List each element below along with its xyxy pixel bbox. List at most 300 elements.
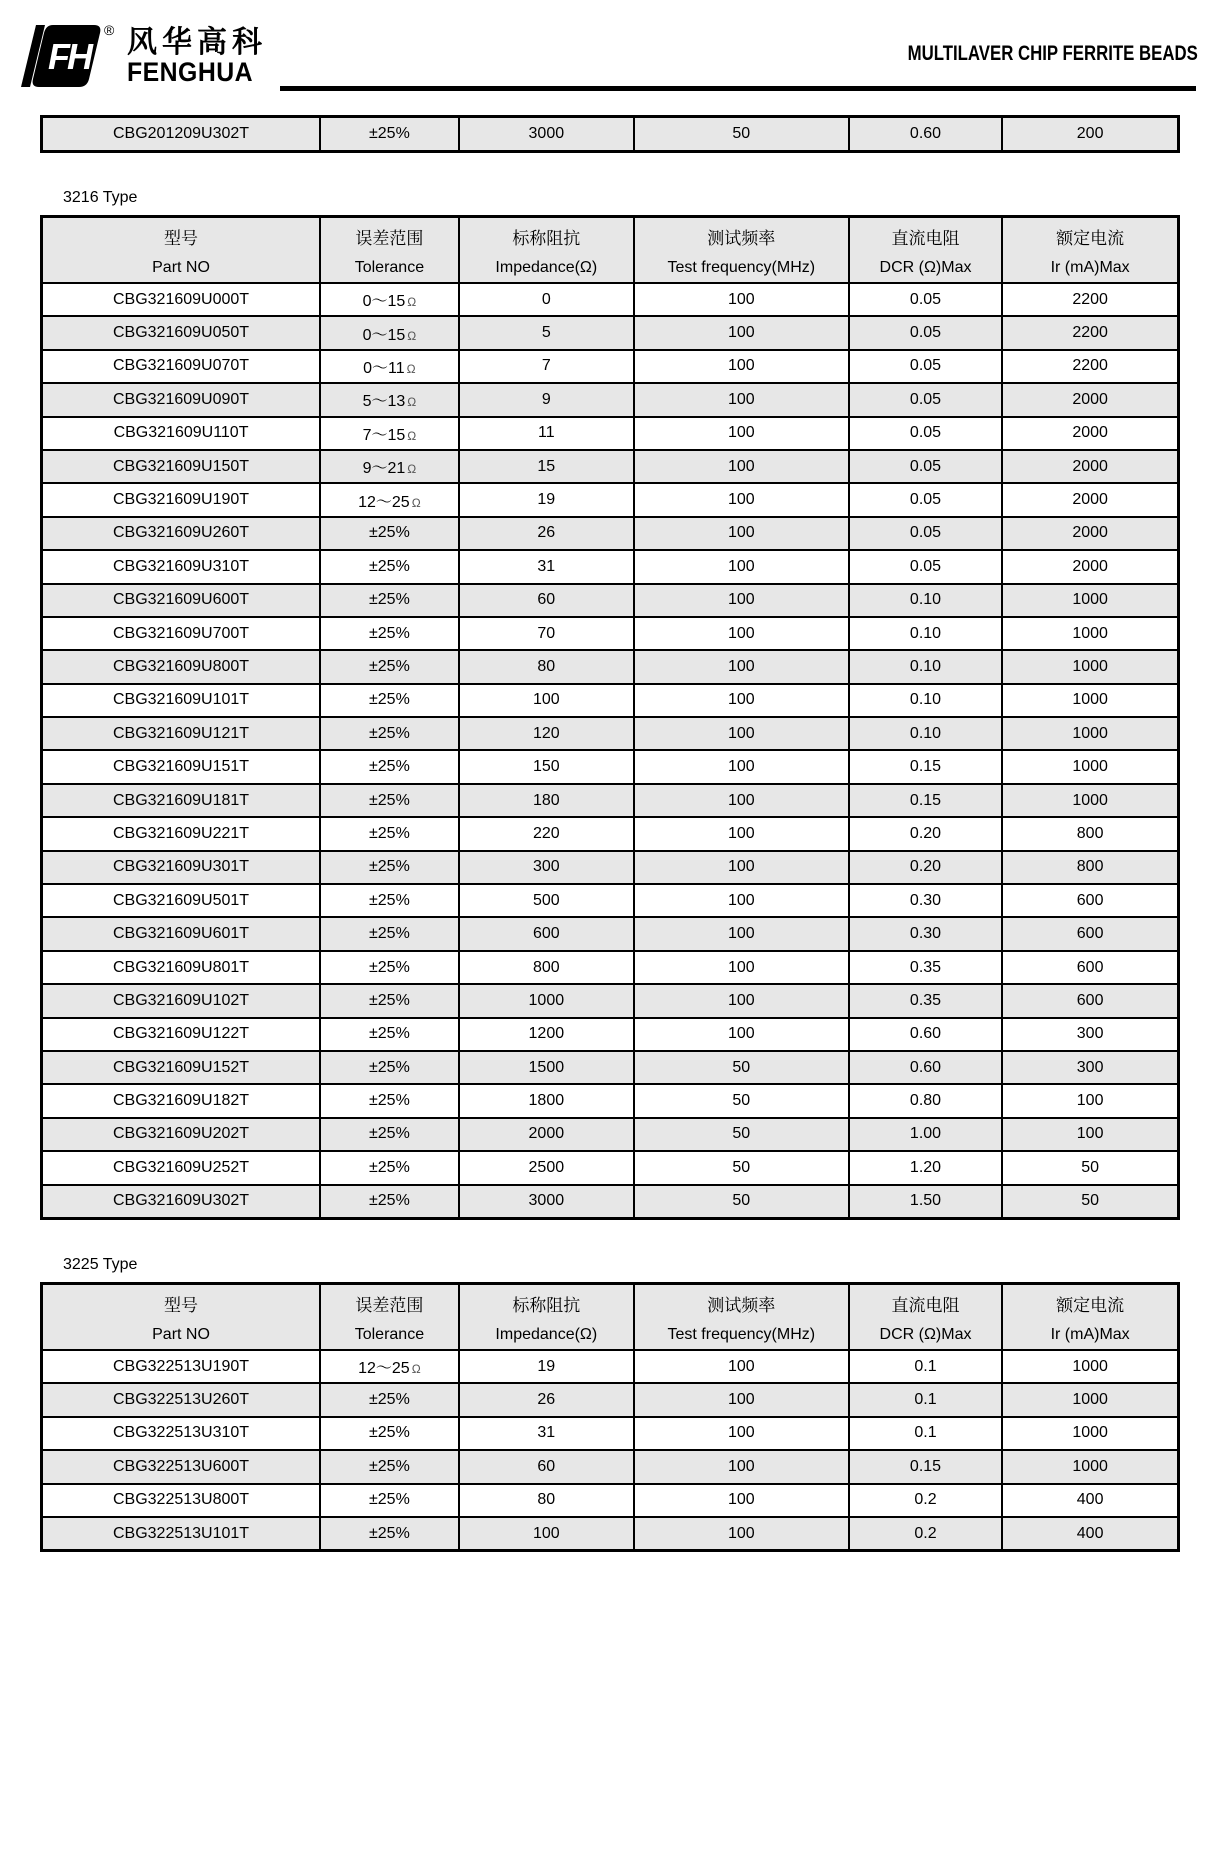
- cell-test-frequency: 100: [634, 984, 849, 1017]
- col-header-impedance-cn: 标称阻抗: [512, 1296, 581, 1315]
- cell-dcr: 0.10: [849, 617, 1002, 650]
- cell-dcr: 0.60: [849, 1051, 1002, 1084]
- col-header-part-no: [42, 1284, 321, 1351]
- cell-ir: 600: [1002, 951, 1178, 984]
- cell-test-frequency: 100: [634, 884, 849, 917]
- table-row: [42, 383, 1179, 416]
- cell-dcr: 1.50: [849, 1185, 1002, 1219]
- cell-test-frequency: 100: [634, 350, 849, 383]
- table-row: [42, 117, 1179, 152]
- col-header-impedance-cn: 标称阻抗: [512, 229, 581, 248]
- cell-impedance: 600: [459, 917, 634, 950]
- header-row: [42, 217, 1179, 284]
- cell-dcr: 0.05: [849, 383, 1002, 416]
- cell-test-frequency: 100: [634, 650, 849, 683]
- col-header-test-frequency: [634, 217, 849, 284]
- table-row: [42, 1051, 1179, 1084]
- cell-part-no: CBG321609U202T: [42, 1118, 321, 1151]
- cell-dcr: 0.05: [849, 283, 1002, 316]
- cell-ir: 600: [1002, 917, 1178, 950]
- cell-tolerance: ±25%: [320, 550, 459, 583]
- table-row: [42, 1118, 1179, 1151]
- cell-part-no: CBG201209U302T: [42, 117, 321, 152]
- cell-tolerance: ±25%: [320, 1417, 459, 1450]
- cell-test-frequency: 100: [634, 1018, 849, 1051]
- cell-part-no: CBG321609U310T: [42, 550, 321, 583]
- cell-ir: 200: [1002, 117, 1178, 152]
- cell-tolerance: ±25%: [320, 1383, 459, 1416]
- cell-impedance: 2000: [459, 1118, 634, 1151]
- cell-test-frequency: 100: [634, 517, 849, 550]
- cell-dcr: 0.60: [849, 1018, 1002, 1051]
- cell-dcr: 0.10: [849, 684, 1002, 717]
- cell-ir: 300: [1002, 1051, 1178, 1084]
- col-header-dcr-cn: 直流电阻: [891, 229, 960, 248]
- cell-tolerance: ±25%: [320, 884, 459, 917]
- cell-dcr: 0.35: [849, 984, 1002, 1017]
- col-header-ir: [1002, 1284, 1178, 1351]
- cell-dcr: 0.05: [849, 450, 1002, 483]
- table-row: [42, 1185, 1179, 1219]
- cell-impedance: 500: [459, 884, 634, 917]
- cell-ir: 1000: [1002, 1350, 1178, 1383]
- table-row: [42, 1018, 1179, 1051]
- cell-dcr: 0.05: [849, 316, 1002, 349]
- cell-tolerance: 12～25 Ω: [320, 483, 459, 516]
- cell-tolerance: ±25%: [320, 617, 459, 650]
- cell-part-no: CBG321609U182T: [42, 1084, 321, 1117]
- cell-tolerance: 0～15 Ω: [320, 283, 459, 316]
- cell-part-no: CBG321609U181T: [42, 784, 321, 817]
- cell-dcr: 0.05: [849, 350, 1002, 383]
- cell-part-no: CBG322513U800T: [42, 1484, 321, 1517]
- cell-test-frequency: 100: [634, 417, 849, 450]
- fenghua-logo-text: [127, 27, 267, 85]
- cell-part-no: CBG321609U090T: [42, 383, 321, 416]
- section-label-3216: 3216 Type: [63, 189, 138, 206]
- cell-part-no: CBG321609U190T: [42, 483, 321, 516]
- cell-test-frequency: 100: [634, 1350, 849, 1383]
- table-row: [42, 517, 1179, 550]
- cell-test-frequency: 100: [634, 316, 849, 349]
- cell-impedance: 120: [459, 717, 634, 750]
- cell-part-no: CBG321609U110T: [42, 417, 321, 450]
- cell-dcr: 0.1: [849, 1350, 1002, 1383]
- cell-impedance: 60: [459, 584, 634, 617]
- cell-impedance: 80: [459, 1484, 634, 1517]
- cell-impedance: 7: [459, 350, 634, 383]
- cell-test-frequency: 100: [634, 684, 849, 717]
- cell-ir: 600: [1002, 984, 1178, 1017]
- cell-test-frequency: 100: [634, 1417, 849, 1450]
- cell-tolerance: ±25%: [320, 951, 459, 984]
- cell-ir: 2200: [1002, 350, 1178, 383]
- cell-tolerance: 7～15 Ω: [320, 417, 459, 450]
- cell-impedance: 1800: [459, 1084, 634, 1117]
- cell-ir: 400: [1002, 1484, 1178, 1517]
- table-row: [42, 483, 1179, 516]
- cell-ir: 100: [1002, 1118, 1178, 1151]
- table-row: [42, 750, 1179, 783]
- col-header-dcr: [849, 1284, 1002, 1351]
- cell-ir: 2000: [1002, 550, 1178, 583]
- table-row: [42, 784, 1179, 817]
- cell-part-no: CBG321609U070T: [42, 350, 321, 383]
- col-header-tolerance-cn: 误差范围: [355, 1296, 424, 1315]
- table-row: [42, 450, 1179, 483]
- cell-ir: 50: [1002, 1185, 1178, 1219]
- cell-part-no: CBG322513U310T: [42, 1417, 321, 1450]
- cell-part-no: CBG321609U150T: [42, 450, 321, 483]
- cell-part-no: CBG321609U102T: [42, 984, 321, 1017]
- col-header-ir-en: Ir (mA)Max: [1050, 1326, 1130, 1343]
- cell-tolerance: ±25%: [320, 584, 459, 617]
- cell-impedance: 15: [459, 450, 634, 483]
- cell-part-no: CBG321609U152T: [42, 1051, 321, 1084]
- col-header-part-no-cn: 型号: [164, 229, 199, 248]
- cell-tolerance: ±25%: [320, 650, 459, 683]
- table-3225-type: [40, 1282, 1180, 1552]
- cell-tolerance: ±25%: [320, 717, 459, 750]
- table-row: [42, 917, 1179, 950]
- col-header-tolerance-en: Tolerance: [354, 1326, 425, 1343]
- cell-part-no: CBG321609U151T: [42, 750, 321, 783]
- cell-test-frequency: 100: [634, 851, 849, 884]
- cell-part-no: CBG321609U800T: [42, 650, 321, 683]
- cell-test-frequency: 50: [634, 1051, 849, 1084]
- ohm-symbol: Ω: [411, 495, 421, 510]
- ohm-symbol: Ω: [406, 361, 416, 376]
- cell-test-frequency: 100: [634, 617, 849, 650]
- cell-dcr: 0.05: [849, 417, 1002, 450]
- cell-test-frequency: 50: [634, 1084, 849, 1117]
- col-header-tolerance: [320, 1284, 459, 1351]
- table-row: [42, 1383, 1179, 1416]
- cell-ir: 1000: [1002, 1383, 1178, 1416]
- cell-tolerance: 0～11 Ω: [320, 350, 459, 383]
- cell-tolerance: ±25%: [320, 917, 459, 950]
- cell-tolerance: ±25%: [320, 784, 459, 817]
- logo-english-name: FENGHUA: [127, 57, 254, 87]
- cell-ir: 2200: [1002, 316, 1178, 349]
- cell-part-no: CBG321609U601T: [42, 917, 321, 950]
- cell-ir: 1000: [1002, 1450, 1178, 1483]
- col-header-dcr: [849, 217, 1002, 284]
- cell-ir: 1000: [1002, 750, 1178, 783]
- cell-impedance: 0: [459, 283, 634, 316]
- table-row: [42, 283, 1179, 316]
- col-header-tolerance-cn: 误差范围: [355, 229, 424, 248]
- cell-tolerance: 0～15 Ω: [320, 316, 459, 349]
- cell-impedance: 150: [459, 750, 634, 783]
- cell-part-no: CBG321609U050T: [42, 316, 321, 349]
- cell-ir: 1000: [1002, 684, 1178, 717]
- cell-test-frequency: 100: [634, 584, 849, 617]
- cell-part-no: CBG321609U122T: [42, 1018, 321, 1051]
- col-header-impedance-en: Impedance(Ω): [495, 1326, 598, 1343]
- cell-test-frequency: 100: [634, 1450, 849, 1483]
- cell-test-frequency: 100: [634, 483, 849, 516]
- cell-test-frequency: 100: [634, 1517, 849, 1551]
- cell-impedance: 800: [459, 951, 634, 984]
- cell-impedance: 19: [459, 1350, 634, 1383]
- ohm-symbol: Ω: [411, 1362, 421, 1377]
- cell-dcr: 0.2: [849, 1484, 1002, 1517]
- col-header-ir: [1002, 217, 1178, 284]
- cell-dcr: 0.20: [849, 851, 1002, 884]
- cell-tolerance: ±25%: [320, 1051, 459, 1084]
- cell-tolerance: ±25%: [320, 684, 459, 717]
- cell-part-no: CBG321609U801T: [42, 951, 321, 984]
- cell-test-frequency: 100: [634, 550, 849, 583]
- cell-dcr: 0.15: [849, 750, 1002, 783]
- cell-ir: 1000: [1002, 717, 1178, 750]
- cell-impedance: 3000: [459, 1185, 634, 1219]
- cell-ir: 800: [1002, 851, 1178, 884]
- table-row: [42, 717, 1179, 750]
- cell-impedance: 5: [459, 316, 634, 349]
- cell-part-no: CBG321609U700T: [42, 617, 321, 650]
- col-header-test-frequency-cn: 测试频率: [707, 229, 776, 248]
- table-row: [42, 417, 1179, 450]
- table-3216-type: [40, 215, 1180, 1220]
- cell-ir: 600: [1002, 884, 1178, 917]
- cell-test-frequency: 100: [634, 717, 849, 750]
- cell-impedance: 1500: [459, 1051, 634, 1084]
- ohm-symbol: Ω: [407, 328, 417, 343]
- cell-ir: 2000: [1002, 517, 1178, 550]
- cell-test-frequency: 100: [634, 750, 849, 783]
- col-header-dcr-cn: 直流电阻: [891, 1296, 960, 1315]
- cell-dcr: 0.10: [849, 650, 1002, 683]
- cell-test-frequency: 100: [634, 450, 849, 483]
- cell-dcr: 0.15: [849, 784, 1002, 817]
- table-row: [42, 1450, 1179, 1483]
- cell-dcr: 0.1: [849, 1383, 1002, 1416]
- cell-test-frequency: 50: [634, 1151, 849, 1184]
- cell-test-frequency: 100: [634, 283, 849, 316]
- cell-impedance: 31: [459, 550, 634, 583]
- table-row: [42, 1350, 1179, 1383]
- cell-ir: 1000: [1002, 784, 1178, 817]
- table-row: [42, 650, 1179, 683]
- logo-chinese-name: 风华高科: [127, 26, 267, 59]
- cell-tolerance: ±25%: [320, 517, 459, 550]
- cell-dcr: 0.30: [849, 884, 1002, 917]
- cell-dcr: 0.30: [849, 917, 1002, 950]
- cell-impedance: 300: [459, 851, 634, 884]
- cell-part-no: CBG321609U501T: [42, 884, 321, 917]
- table-row: [42, 316, 1179, 349]
- cell-impedance: 60: [459, 1450, 634, 1483]
- col-header-test-frequency-en: Test frequency(MHz): [667, 259, 816, 276]
- cell-dcr: 0.2: [849, 1517, 1002, 1551]
- cell-impedance: 1000: [459, 984, 634, 1017]
- table-row: [42, 350, 1179, 383]
- ohm-symbol: Ω: [407, 295, 417, 310]
- cell-ir: 50: [1002, 1151, 1178, 1184]
- cell-tolerance: ±25%: [320, 1185, 459, 1219]
- cell-impedance: 31: [459, 1417, 634, 1450]
- cell-part-no: CBG321609U260T: [42, 517, 321, 550]
- table-row: [42, 851, 1179, 884]
- cell-test-frequency: 50: [634, 117, 849, 152]
- cell-ir: 800: [1002, 817, 1178, 850]
- col-header-dcr-en: DCR (Ω)Max: [879, 1326, 972, 1343]
- col-header-test-frequency: [634, 1284, 849, 1351]
- cell-part-no: CBG321609U301T: [42, 851, 321, 884]
- cell-test-frequency: 100: [634, 1484, 849, 1517]
- cell-dcr: 0.1: [849, 1417, 1002, 1450]
- cell-part-no: CBG322513U600T: [42, 1450, 321, 1483]
- col-header-part-no-cn: 型号: [164, 1296, 199, 1315]
- cell-dcr: 1.00: [849, 1118, 1002, 1151]
- table-row: [42, 884, 1179, 917]
- col-header-dcr-en: DCR (Ω)Max: [879, 259, 972, 276]
- cell-tolerance: ±25%: [320, 817, 459, 850]
- cell-test-frequency: 100: [634, 817, 849, 850]
- cell-dcr: 0.20: [849, 817, 1002, 850]
- cell-part-no: CBG321609U101T: [42, 684, 321, 717]
- cell-dcr: 0.80: [849, 1084, 1002, 1117]
- cell-impedance: 9: [459, 383, 634, 416]
- table-row: [42, 1484, 1179, 1517]
- cell-tolerance: ±25%: [320, 1450, 459, 1483]
- cell-part-no: CBG321609U221T: [42, 817, 321, 850]
- col-header-part-no: [42, 217, 321, 284]
- cell-impedance: 26: [459, 517, 634, 550]
- ohm-symbol: Ω: [407, 428, 417, 443]
- cell-impedance: 1200: [459, 1018, 634, 1051]
- cell-dcr: 0.10: [849, 717, 1002, 750]
- cell-part-no: CBG321609U000T: [42, 283, 321, 316]
- cell-dcr: 0.05: [849, 550, 1002, 583]
- table-row: [42, 550, 1179, 583]
- cell-ir: 2000: [1002, 483, 1178, 516]
- col-header-ir-cn: 额定电流: [1056, 229, 1125, 248]
- cell-ir: 2000: [1002, 417, 1178, 450]
- cell-test-frequency: 100: [634, 784, 849, 817]
- cell-dcr: 1.20: [849, 1151, 1002, 1184]
- page-title: MULTILAVER CHIP FERRITE BEADS: [907, 42, 1198, 65]
- cell-dcr: 0.10: [849, 584, 1002, 617]
- ohm-symbol: Ω: [407, 462, 417, 477]
- cell-tolerance: ±25%: [320, 851, 459, 884]
- cell-ir: 1000: [1002, 584, 1178, 617]
- cell-tolerance: ±25%: [320, 750, 459, 783]
- cell-part-no: CBG321609U600T: [42, 584, 321, 617]
- cell-ir: 1000: [1002, 1417, 1178, 1450]
- cell-tolerance: ±25%: [320, 1151, 459, 1184]
- cell-test-frequency: 50: [634, 1118, 849, 1151]
- table-row: [42, 584, 1179, 617]
- table-row: [42, 617, 1179, 650]
- col-header-impedance: [459, 217, 634, 284]
- col-header-test-frequency-en: Test frequency(MHz): [667, 1326, 816, 1343]
- cell-impedance: 80: [459, 650, 634, 683]
- cell-impedance: 100: [459, 684, 634, 717]
- cell-ir: 1000: [1002, 617, 1178, 650]
- cell-impedance: 11: [459, 417, 634, 450]
- cell-part-no: CBG322513U101T: [42, 1517, 321, 1551]
- col-header-impedance: [459, 1284, 634, 1351]
- col-header-ir-cn: 额定电流: [1056, 1296, 1125, 1315]
- cell-test-frequency: 100: [634, 951, 849, 984]
- header-rule: [280, 86, 1196, 91]
- table-row: [42, 817, 1179, 850]
- cell-dcr: 0.60: [849, 117, 1002, 152]
- cell-impedance: 100: [459, 1517, 634, 1551]
- cell-part-no: CBG321609U121T: [42, 717, 321, 750]
- table-3216-header: [42, 217, 1179, 284]
- table-row: [42, 1151, 1179, 1184]
- cell-tolerance: ±25%: [320, 117, 459, 152]
- table-3225-header: [42, 1284, 1179, 1351]
- cell-impedance: 3000: [459, 117, 634, 152]
- registered-trademark-icon: ®: [104, 22, 115, 38]
- cell-ir: 400: [1002, 1517, 1178, 1551]
- header-row: [42, 1284, 1179, 1351]
- table-row: [42, 984, 1179, 1017]
- cell-tolerance: ±25%: [320, 984, 459, 1017]
- cell-test-frequency: 100: [634, 917, 849, 950]
- table-row: [42, 684, 1179, 717]
- cell-impedance: 26: [459, 1383, 634, 1416]
- cell-part-no: CBG321609U252T: [42, 1151, 321, 1184]
- cell-dcr: 0.05: [849, 517, 1002, 550]
- cell-part-no: CBG321609U302T: [42, 1185, 321, 1219]
- col-header-part-no-en: Part NO: [152, 259, 210, 276]
- cell-ir: 2000: [1002, 450, 1178, 483]
- cell-part-no: CBG322513U260T: [42, 1383, 321, 1416]
- fenghua-logo-mark-icon: [16, 24, 102, 88]
- cell-dcr: 0.15: [849, 1450, 1002, 1483]
- cell-impedance: 220: [459, 817, 634, 850]
- col-header-impedance-en: Impedance(Ω): [495, 259, 598, 276]
- cell-tolerance: ±25%: [320, 1084, 459, 1117]
- cell-tolerance: ±25%: [320, 1517, 459, 1551]
- ohm-symbol: Ω: [407, 395, 417, 410]
- col-header-tolerance: [320, 217, 459, 284]
- cell-tolerance: 12～25 Ω: [320, 1350, 459, 1383]
- cell-impedance: 2500: [459, 1151, 634, 1184]
- cell-dcr: 0.35: [849, 951, 1002, 984]
- cell-ir: 1000: [1002, 650, 1178, 683]
- cell-impedance: 19: [459, 483, 634, 516]
- col-header-part-no-en: Part NO: [152, 1326, 210, 1343]
- cell-part-no: CBG322513U190T: [42, 1350, 321, 1383]
- table-row: [42, 1084, 1179, 1117]
- col-header-tolerance-en: Tolerance: [354, 259, 425, 276]
- cell-ir: 2200: [1002, 283, 1178, 316]
- cell-dcr: 0.05: [849, 483, 1002, 516]
- section-label-3225: 3225 Type: [63, 1256, 138, 1273]
- cell-tolerance: 9～21 Ω: [320, 450, 459, 483]
- cell-impedance: 70: [459, 617, 634, 650]
- continuation-table: [40, 115, 1180, 153]
- table-row: [42, 1517, 1179, 1551]
- table-row: [42, 1417, 1179, 1450]
- cell-test-frequency: 100: [634, 1383, 849, 1416]
- cell-tolerance: ±25%: [320, 1018, 459, 1051]
- cell-impedance: 180: [459, 784, 634, 817]
- cell-test-frequency: 50: [634, 1185, 849, 1219]
- table-row: [42, 951, 1179, 984]
- cell-test-frequency: 100: [634, 383, 849, 416]
- svg-text:FH: FH: [48, 36, 90, 77]
- cell-tolerance: 5～13 Ω: [320, 383, 459, 416]
- col-header-ir-en: Ir (mA)Max: [1050, 259, 1130, 276]
